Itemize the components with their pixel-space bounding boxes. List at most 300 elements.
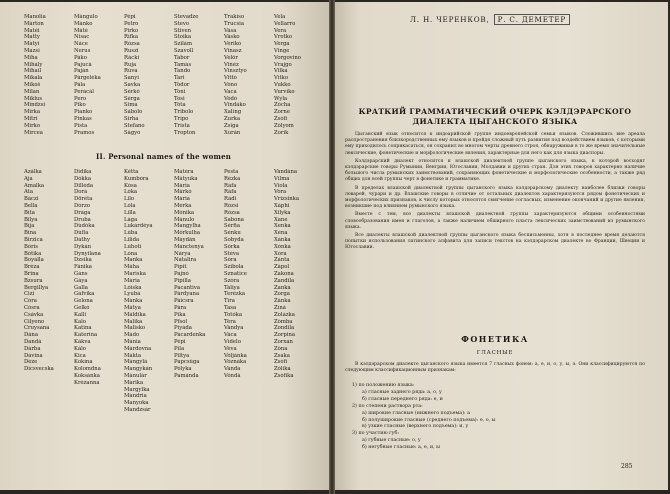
name-entry: Mánka [124, 298, 143, 305]
name-entry: Mindzsi [24, 102, 46, 109]
name-entry: Rácki [124, 54, 140, 61]
name-entry: Dúdóka [74, 223, 95, 230]
name-entry: Párgeléka [74, 75, 101, 82]
name-entry: Vilka [274, 68, 288, 75]
name-entry: Vrajgo [274, 61, 292, 68]
name-entry: Vóra [274, 189, 287, 196]
name-entry: Dynyilana [74, 250, 101, 257]
name-entry: Milan [24, 88, 40, 95]
name-entry: Dzsika [74, 257, 92, 264]
vowel-feature-item: а) широкие гласные (нижнего подъема): а [362, 410, 470, 416]
name-entry: Koksánka [74, 372, 100, 379]
name-entry: Mangylha [174, 223, 201, 230]
running-head [410, 15, 570, 24]
intro-paragraph: Кэлдэрарский диалект относится к влашской диалектной группе цыганского языка, к которой восходят кэлдэрарские говоры Румынии, Венгрии, Югославии, Молдавии и других стран. Для этих говоров характерно наличие большого числа румынских заимствований, сохраняющих фонетические и морфологические особенности, а также ряд общих для всей группы черт в фонетике и грамматике. [345, 158, 645, 183]
name-entry: Kálo [74, 345, 86, 352]
name-entry: Tasa [224, 304, 237, 311]
name-entry: Páicsra [174, 298, 194, 305]
name-entry: Máydán [174, 236, 196, 243]
name-entry: Dána [24, 332, 38, 339]
name-entry: Lága [124, 216, 138, 223]
vowel-feature-item: 2) по степени раствора рта: [352, 403, 423, 409]
name-entry: Totóka [224, 311, 242, 318]
name-entry: Vándya [224, 325, 244, 332]
name-entry: Zorne [274, 109, 290, 116]
running-head-authors: Л. Н. ЧЕРЕНКОВ, [410, 15, 490, 24]
vowel-feature-item: б) негубные гласные: а, е, и, ы [362, 445, 440, 451]
name-entry: Zandila [274, 277, 295, 284]
name-entry: Ráfa [224, 189, 237, 196]
name-column [74, 169, 124, 414]
name-entry: Mádo [124, 332, 140, 339]
name-entry: Lóiska [124, 284, 142, 291]
article-title: КРАТКИЙ ГРАММАТИЧЕСКИЙ ОЧЕРК КЭЛДЭРАРСКОГО ДИАЛЕКТА ЦЫГАНСКОГО ЯЗЫКА [358, 107, 632, 126]
name-entry: Ruszi [124, 47, 139, 54]
name-entry: Vánda [224, 366, 241, 373]
name-entry: Dávina [24, 352, 43, 359]
name-entry: Bóris [24, 243, 39, 250]
vowel-feature-item: б) полуширокие гласные (среднего подъема): е, о, ы [362, 417, 496, 423]
intro-paragraph: Цыганский язык относится к индоарийской группе индоевропейской семьи языков. Сложившись вне ареала распространения близкородственных ему языков и пройдя сложный путь развития под воздействием языков, с которыми ему приходилось соприкасаться, он сохранил во многом черты древнего строя, обнаруживая в то же время значительные лексические, фонетические и морфологические явления, характерные для него как для языка диаспоры. [345, 132, 645, 156]
name-entry: Márdovna [124, 345, 152, 352]
name-entry: Bréza [24, 264, 40, 271]
name-column [274, 14, 324, 136]
name-entry: Márika [124, 379, 144, 386]
name-entry: Vrotko [274, 34, 293, 41]
vowel-feature-item: 1) по положению языка: [352, 383, 415, 388]
name-entry: Zorga [274, 291, 290, 298]
name-entry: Tando [174, 68, 191, 75]
section-heading: II. Personal names of the women [96, 152, 232, 161]
name-entry: Xurán [224, 129, 241, 136]
name-entry: Didika [74, 169, 92, 175]
name-entry: Vrizsinka [274, 196, 300, 203]
name-entry: Tíra [224, 298, 235, 305]
name-entry: Mákta [124, 352, 142, 359]
name-entry: Birzica [24, 236, 43, 243]
name-entry: Tripo [174, 115, 189, 122]
name-entry: Rózsi [224, 202, 239, 209]
name-entry: Xónka [274, 243, 291, 250]
name-entry: Paján [74, 68, 89, 75]
name-entry: Vorgovino [274, 54, 301, 61]
name-entry: Viola [274, 182, 288, 189]
name-entry: Pamánda [174, 372, 199, 379]
name-entry: Tóta [174, 102, 186, 109]
name-entry: Zómba [274, 318, 293, 325]
name-entry: Tamás [174, 61, 192, 68]
name-entry: Boyálla [24, 257, 44, 264]
name-entry: Zsáka [274, 352, 290, 359]
name-entry: Zorpina [274, 332, 296, 339]
name-entry: Cósra [24, 304, 40, 311]
name-entry: Mirko [24, 122, 41, 129]
name-entry: Tribolo [174, 109, 194, 116]
name-column [24, 14, 74, 136]
name-entry: Sznatice [224, 270, 247, 277]
name-entry: Ságyo [124, 129, 141, 136]
name-entry: Sima [124, 102, 138, 109]
name-entry: Rózsa [124, 41, 140, 48]
name-entry: Vinge [274, 47, 290, 54]
name-entry: Matéra [174, 169, 194, 175]
vowel-feature-item: 3) по участию губ: [352, 431, 399, 437]
name-column [174, 14, 224, 136]
name-entry: Cruysana [24, 325, 50, 332]
name-entry: Zsiga [224, 122, 239, 129]
name-entry: Matty [24, 34, 40, 41]
intro-text [345, 132, 645, 254]
vowels-intro-paragraph: В кэлдэрарском диалекте цыганского языка имеется 7 гласных фонем: а, е, и, о, у, ы, э. Они классифицируются по следующим классификационным признакам: [345, 362, 645, 374]
name-entry: Táliya [224, 284, 240, 291]
name-entry: Rádi [224, 196, 237, 203]
intro-paragraph: Вместе с тем, все диалекты влашской диалектной группы характеризуются общими особенностями словообразования имен и глаголов, а также наличием обширного пласта лексических заимствований из румынского языка. [345, 212, 645, 230]
name-entry: Mánia [124, 338, 141, 345]
vowels-heading: ГЛАСНЫЕ [476, 350, 514, 356]
name-entry: Trakiso [224, 14, 245, 20]
female-names-table [24, 169, 324, 414]
name-entry: Vinsztyo [224, 68, 247, 75]
name-entry: Wyla [274, 95, 288, 102]
name-entry: Dykán [74, 243, 92, 250]
name-entry: Pára [174, 304, 187, 311]
name-entry: Aja [24, 175, 33, 182]
name-entry: Xane [274, 216, 288, 223]
name-entry: Mikoš [24, 81, 41, 88]
name-entry: Mórkulha [174, 230, 201, 237]
name-entry: Gelkó [74, 304, 90, 311]
name-entry: Lyubá [124, 291, 141, 298]
name-entry: Pajucá [74, 61, 92, 68]
name-column [74, 14, 124, 136]
name-column [224, 14, 274, 136]
name-entry: Vítko [274, 75, 289, 82]
name-entry: Bzsura [24, 277, 43, 284]
name-entry: Zánta [274, 257, 290, 264]
phonetics-heading: ФОНЕТИКА [461, 334, 529, 344]
name-entry: Vándána [274, 169, 298, 175]
vowel-feature-list [352, 383, 495, 452]
name-entry: Mangykán [124, 366, 153, 373]
name-entry: Dárba [24, 345, 41, 352]
name-entry: Malika [124, 318, 143, 325]
name-entry: Rózsa [224, 209, 240, 216]
name-entry: Párdyana [174, 291, 200, 298]
name-entry: Vídelo [224, 338, 241, 345]
name-entry: Vurvíko [274, 88, 295, 95]
name-entry: Mihail [24, 68, 42, 75]
name-entry: Piko [74, 102, 86, 109]
name-entry: Sóra [224, 257, 237, 264]
name-entry: Zorxan [274, 338, 293, 345]
name-entry: Lilida [124, 236, 140, 243]
name-entry: Nárya [174, 250, 191, 257]
name-entry: Vérikó [224, 41, 242, 48]
name-entry: Pacantiva [174, 284, 200, 291]
name-entry: Dúfla [74, 230, 89, 237]
name-entry: Piltya [174, 352, 190, 359]
name-entry: Zólyom [274, 122, 294, 129]
name-entry: Vinasz [224, 47, 242, 54]
name-entry: Xenka [274, 223, 291, 230]
name-entry: Nátalira [174, 257, 197, 264]
name-entry: Mánulár [124, 372, 147, 379]
name-entry: Dókka [74, 175, 92, 182]
name-entry: Mihály [24, 61, 43, 68]
name-entry: Sabona [224, 216, 244, 223]
name-entry: Bótika [24, 250, 42, 257]
intro-paragraph: В пределах влашской диалектной группы цыганского языка кэлдэрарскому диалекту наиболее близки говоры ловарей, чурари и др. Влашские говоры в отличие от остальных диалектов характеризуются рядом фонетических и морфологических признаков, к числу которых относятся смягчение согласных, изменение окончаний и другие явления, возникшие под влиянием румынского языка. [345, 185, 645, 210]
name-entry: Kokína [74, 359, 93, 366]
name-entry: Mátyuka [174, 175, 198, 182]
vowel-feature-item: а) губные гласные: о, у [362, 438, 421, 444]
name-entry: Ruja [124, 61, 137, 68]
name-entry: Cizi [24, 291, 35, 298]
name-entry: Pramos [74, 129, 95, 136]
name-entry: Vittó [224, 75, 237, 82]
name-entry: Trista [174, 122, 190, 129]
name-entry: Vóndá [224, 372, 241, 379]
name-entry: Pála [74, 81, 86, 88]
name-entry: Mátyi [24, 41, 40, 48]
name-entry: Galla [74, 284, 88, 291]
name-entry: Vellarro [274, 20, 296, 27]
name-entry: Pajnó [174, 270, 189, 277]
name-entry: Krézanna [74, 379, 100, 386]
name-entry: Stevo [174, 20, 190, 27]
name-entry: Terézka [224, 291, 246, 298]
name-entry: Xilyka [274, 209, 291, 216]
name-entry: Bergillya [24, 284, 49, 291]
name-entry: Stefano [124, 122, 145, 129]
name-entry: Gelona [74, 298, 93, 305]
name-entry: Savka [124, 81, 141, 88]
name-entry: Sérga [124, 95, 140, 102]
name-entry: Vóljánka [224, 352, 247, 359]
name-entry: Mitri [24, 115, 38, 122]
name-entry: Malisko [124, 325, 146, 332]
name-entry: Sanyi [124, 75, 139, 82]
name-entry: Tosi [174, 95, 185, 102]
name-entry: Zíná [274, 304, 286, 311]
name-entry: Dícsvecska [24, 366, 54, 373]
name-entry: Bíja [24, 223, 35, 230]
name-entry: Córa [24, 298, 37, 305]
name-entry: Kumbóra [124, 175, 149, 182]
name-entry: Mánctenya [174, 243, 204, 250]
name-entry: Xéna [274, 230, 288, 237]
vowels-intro [345, 362, 645, 376]
name-entry: Döréta [74, 196, 93, 203]
name-entry: Pesta [224, 169, 239, 175]
name-entry: Tabor [174, 54, 190, 61]
vowel-feature-item: в) узкие гласные (верхнего подъема): и, у [362, 424, 469, 430]
name-entry: Velőr [224, 54, 238, 61]
name-entry: Lóna [124, 250, 138, 257]
name-entry: Xaling [224, 109, 242, 116]
name-entry: Máldika [124, 311, 146, 318]
name-entry: Miha [24, 54, 38, 61]
name-entry: Tódor [174, 81, 190, 88]
name-entry: Tropton [174, 129, 196, 136]
name-entry: Pipilla [174, 277, 191, 284]
name-entry: Márkó [174, 189, 192, 196]
name-entry: Vílma [274, 175, 290, 182]
name-entry: Kákva [74, 338, 91, 345]
name-entry: Mángulo [74, 14, 98, 20]
name-entry: Gáya [74, 277, 88, 284]
name-entry: Azálka [24, 169, 42, 175]
name-entry: Déze [24, 359, 38, 366]
name-entry: Szavoll [174, 47, 194, 54]
name-entry: Miklus [24, 95, 43, 102]
name-entry: Ata [24, 189, 34, 196]
name-entry: Rífka [124, 34, 139, 41]
name-entry: Rúva [124, 68, 138, 75]
running-head-boxed-author: Р. С. ДЕМЕТЕР [494, 14, 570, 25]
name-entry: Bíta [24, 209, 35, 216]
left-page [0, 2, 331, 490]
name-entry: Sábolo [124, 109, 143, 116]
name-entry: Zánka [274, 298, 291, 305]
name-entry: Máha [124, 264, 140, 271]
name-entry: Cilyeno [24, 318, 45, 325]
name-entry: Zurka [224, 115, 240, 122]
name-entry: Pfsol [174, 318, 188, 325]
name-entry: Xáphi [274, 202, 290, 209]
name-entry: Papcsűga [174, 359, 200, 366]
name-entry: Druba [74, 216, 91, 223]
name-entry: Vásko [224, 34, 240, 41]
name-entry: Kica [74, 352, 86, 359]
name-column [124, 169, 174, 414]
name-entry: Váca [224, 332, 237, 339]
name-entry: Pólyka [174, 366, 192, 373]
name-entry: Vérga [274, 41, 290, 48]
name-entry: Lóka [124, 189, 138, 196]
name-entry: Gáfvika [74, 291, 95, 298]
name-entry: Pianko [74, 109, 93, 116]
name-entry: Lóla [124, 202, 136, 209]
name-entry: Vása [224, 27, 237, 34]
name-entry: Márton [24, 20, 44, 27]
name-entry: Pero [74, 95, 87, 102]
name-entry: Zorik [274, 129, 289, 136]
name-entry: Manyoka [124, 400, 149, 407]
name-entry: Náce [74, 41, 88, 48]
name-entry: Vóznáka [224, 359, 247, 366]
name-entry: Brina [24, 270, 39, 277]
name-entry: Dórzo [74, 202, 90, 209]
name-entry: Kétta [124, 169, 139, 175]
name-entry: Matéi [24, 27, 40, 34]
name-entry: Vela [274, 14, 286, 20]
name-entry: Dandá [24, 338, 42, 345]
name-entry: Kalli [74, 311, 87, 318]
name-entry: Píyáda [174, 325, 192, 332]
name-entry: Bina [24, 230, 37, 237]
name-entry: Lilla [124, 209, 136, 216]
name-entry: Mariska [124, 270, 146, 277]
name-entry: Lúhoti [124, 243, 142, 250]
name-entry: Zápol [274, 264, 290, 271]
name-entry: Mária [174, 182, 190, 189]
name-entry: Pista [74, 122, 88, 129]
name-entry: Zanka [274, 284, 291, 291]
name-entry: Sénku [224, 230, 241, 237]
name-entry: Nerus [74, 47, 91, 54]
name-entry: Sérfia [224, 223, 240, 230]
name-entry: Zondila [274, 325, 295, 332]
name-entry: Mánulo [174, 216, 195, 223]
name-entry: Mária [174, 196, 190, 203]
name-entry: Margylka [124, 386, 150, 393]
vowel-feature-item: а) гласные заднего ряда: а, о, у [362, 389, 442, 395]
name-entry: Stevadze [174, 14, 199, 20]
name-entry: Drága [74, 209, 91, 216]
name-entry: Sérkó [124, 88, 140, 95]
name-entry: Zakona [274, 270, 294, 277]
name-entry: Sobyda [224, 236, 244, 243]
name-entry: Stéva [224, 250, 240, 257]
name-entry: Stiven [174, 27, 191, 34]
name-entry: Pépi [124, 14, 136, 20]
name-entry: Dáthy [74, 236, 90, 243]
name-entry: Mónika [174, 209, 195, 216]
name-entry: Zsófika [274, 372, 294, 379]
book-gutter [329, 0, 335, 494]
name-entry: Trucsia [224, 20, 245, 27]
name-entry: Tari [174, 75, 185, 82]
name-entry: Pépi [174, 338, 186, 345]
name-entry: Petro [124, 20, 139, 27]
name-column [24, 169, 74, 414]
name-entry: Gáns [74, 270, 88, 277]
name-entry: Báczi [24, 196, 39, 203]
male-names-table [24, 14, 324, 136]
name-entry: Mircea [24, 129, 43, 136]
name-entry: Perácál [74, 88, 94, 95]
name-entry: Sórka [224, 243, 240, 250]
name-column [124, 14, 174, 136]
name-column [174, 169, 224, 414]
name-entry: Xánka [274, 236, 291, 243]
name-entry: Tóni [174, 88, 186, 95]
name-entry: Mátya [124, 304, 141, 311]
name-entry: Dorá [74, 189, 88, 196]
intro-paragraph: Все диалекты влашской диалектной группы цыганского языка бесписьменны, хотя в последнее время делаются попытки использования латинского алфавита для записи текстов на кэлдэрарском диалекте во Франции, Швеции и Югославии. [345, 233, 645, 251]
name-entry: Fánika [74, 264, 92, 271]
name-entry: Máté [74, 27, 88, 34]
name-entry: Vóno [224, 81, 238, 88]
name-entry: Manolia [24, 14, 46, 20]
name-entry: Téra [224, 318, 236, 325]
name-entry: Katerina [74, 332, 98, 339]
name-entry: Vukko [274, 81, 291, 88]
name-entry: Bilya [24, 216, 38, 223]
name-entry: Vera [274, 27, 287, 34]
name-entry: Xóra [274, 250, 287, 257]
name-column [224, 169, 274, 414]
name-entry: Vódó [224, 95, 238, 102]
name-entry: Csávka [24, 311, 44, 318]
name-entry: Vaca [224, 88, 237, 95]
name-entry: Amalka [24, 182, 45, 189]
page-number: 285 [621, 463, 633, 470]
name-entry: Katina [74, 325, 92, 332]
name-entry: Pirko [124, 27, 139, 34]
name-entry: Zsófi [274, 359, 288, 366]
